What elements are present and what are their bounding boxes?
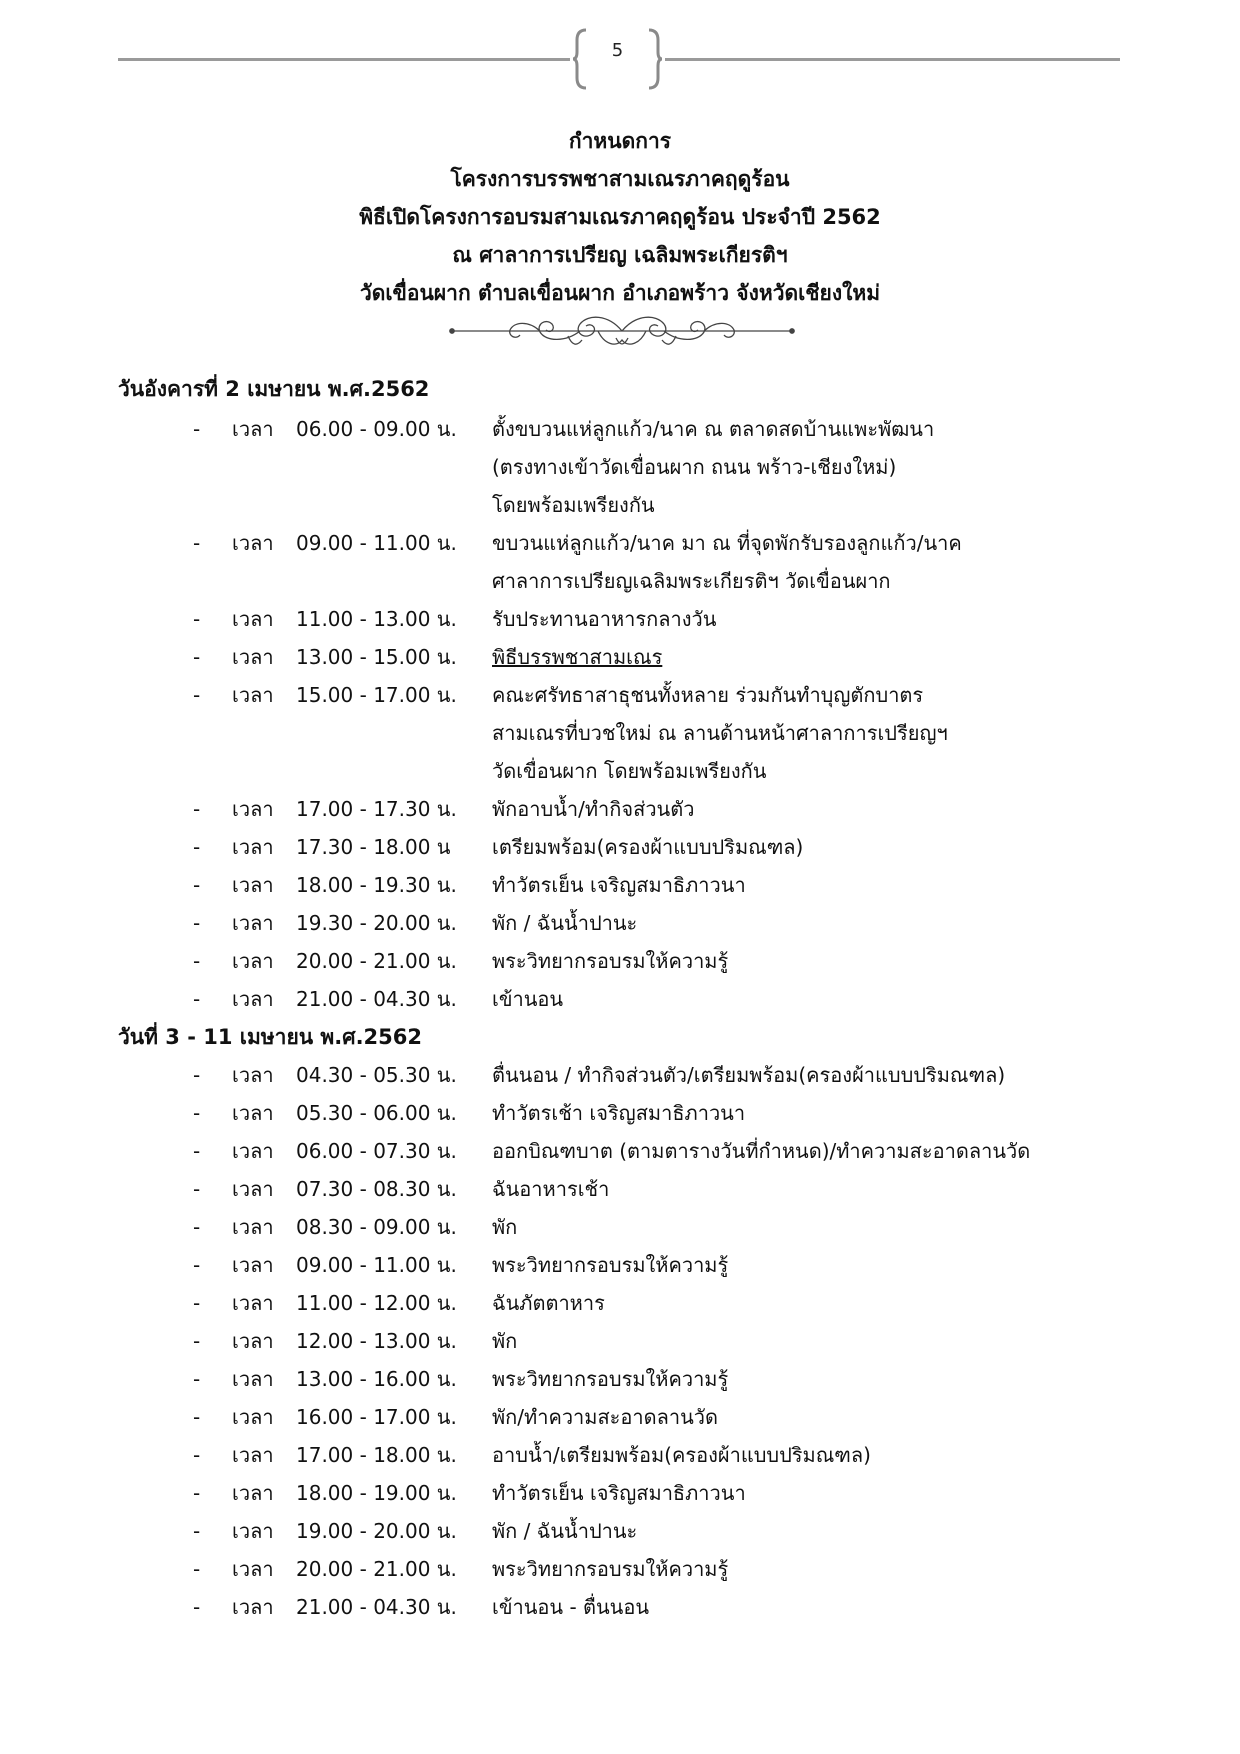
activity-line: โดยพร้อมเพรียงกัน <box>492 493 655 517</box>
bullet-dash: - <box>193 797 201 821</box>
time-range: 18.00 - 19.30 น. <box>296 873 457 897</box>
activity-line: พระวิทยากรอบรมให้ความรู้ <box>492 1253 729 1277</box>
bullet-dash: - <box>193 1595 201 1619</box>
section-heading: วันที่ 3 - 11 เมษายน พ.ศ.2562 <box>118 1025 422 1049</box>
time-label: เวลา <box>232 911 274 935</box>
page-number-frame <box>570 28 665 90</box>
activity-description <box>492 638 662 676</box>
activity-line: ทำวัตรเช้า เจริญสมาธิภาวนา <box>492 1101 746 1125</box>
time-range: 11.00 - 13.00 น. <box>296 607 457 631</box>
bullet-dash: - <box>193 949 201 973</box>
activity-description <box>492 1284 605 1322</box>
bullet-dash: - <box>193 1215 201 1239</box>
activity-description <box>492 942 728 980</box>
bullet-dash: - <box>193 835 201 859</box>
time-label: เวลา <box>232 1443 274 1467</box>
bullet-dash: - <box>193 1177 201 1201</box>
time-range: 18.00 - 19.00 น. <box>296 1481 457 1505</box>
activity-description <box>492 1322 517 1360</box>
time-label: เวลา <box>232 1215 274 1239</box>
time-range: 11.00 - 12.00 น. <box>296 1291 457 1315</box>
bullet-dash: - <box>193 417 201 441</box>
time-label: เวลา <box>232 1177 274 1201</box>
activity-line: วัดเขื่อนผาก โดยพร้อมเพรียงกัน <box>492 759 767 783</box>
activity-description <box>492 904 637 942</box>
time-label: เวลา <box>232 607 274 631</box>
title-line: ณ ศาลาการเปรียญ เฉลิมพระเกียรติฯ <box>452 243 788 267</box>
activity-description <box>492 1056 1005 1094</box>
time-label: เวลา <box>232 417 274 441</box>
time-range: 19.30 - 20.00 น. <box>296 911 457 935</box>
activity-description <box>492 1398 718 1436</box>
time-label: เวลา <box>232 1063 274 1087</box>
activity-line: อาบน้ำ/เตรียมพร้อม(ครองผ้าแบบปริมณฑล) <box>492 1443 871 1467</box>
activity-description <box>492 790 694 828</box>
bullet-dash: - <box>193 531 201 555</box>
time-range: 20.00 - 21.00 น. <box>296 1557 457 1581</box>
time-range: 17.00 - 17.30 น. <box>296 797 457 821</box>
time-label: เวลา <box>232 873 274 897</box>
activity-line: ออกบิณฑบาต (ตามตารางวันที่กำหนด)/ทำความสะอาดลานวัด <box>492 1139 1031 1163</box>
title-line: กำหนดการ <box>568 129 672 153</box>
bullet-dash: - <box>193 1405 201 1429</box>
activity-description <box>492 600 716 638</box>
time-range: 13.00 - 16.00 น. <box>296 1367 457 1391</box>
activity-line: พัก <box>492 1329 518 1353</box>
activity-line: ทำวัตรเย็น เจริญสมาธิภาวนา <box>492 873 746 897</box>
time-range: 20.00 - 21.00 น. <box>296 949 457 973</box>
time-range: 09.00 - 11.00 น. <box>296 531 457 555</box>
time-range: 21.00 - 04.30 น. <box>296 987 457 1011</box>
time-label: เวลา <box>232 1139 274 1163</box>
activity-description <box>492 828 803 866</box>
activity-line: สามเณรที่บวชใหม่ ณ ลานด้านหน้าศาลาการเปรียญฯ <box>492 721 948 745</box>
activity-description <box>492 1474 746 1512</box>
time-range: 12.00 - 13.00 น. <box>296 1329 457 1353</box>
time-label: เวลา <box>232 1595 274 1619</box>
time-label: เวลา <box>232 1291 274 1315</box>
activity-line: ฉันอาหารเช้า <box>492 1177 610 1201</box>
time-range: 21.00 - 04.30 น. <box>296 1595 457 1619</box>
bullet-dash: - <box>193 1253 201 1277</box>
time-range: 06.00 - 09.00 น. <box>296 417 457 441</box>
activity-line: พระวิทยากรอบรมให้ความรู้ <box>492 1557 729 1581</box>
time-range: 17.00 - 18.00 น. <box>296 1443 457 1467</box>
bullet-dash: - <box>193 1367 201 1391</box>
document-title-block <box>0 122 1240 312</box>
section-heading: วันอังคารที่ 2 เมษายน พ.ศ.2562 <box>118 377 430 401</box>
time-range: 07.30 - 08.30 น. <box>296 1177 457 1201</box>
bullet-dash: - <box>193 683 201 707</box>
activity-description <box>492 1094 745 1132</box>
time-label: เวลา <box>232 1329 274 1353</box>
activity-description <box>492 676 948 790</box>
bullet-dash: - <box>193 1557 201 1581</box>
time-range: 09.00 - 11.00 น. <box>296 1253 457 1277</box>
time-range: 04.30 - 05.30 น. <box>296 1063 457 1087</box>
time-range: 16.00 - 17.00 น. <box>296 1405 457 1429</box>
time-label: เวลา <box>232 645 274 669</box>
activity-line: (ตรงทางเข้าวัดเขื่อนผาก ถนน พร้าว-เชียงใหม่) <box>492 455 897 479</box>
activity-description <box>492 1170 609 1208</box>
title-line: โครงการบรรพชาสามเณรภาคฤดูร้อน <box>450 167 790 191</box>
time-range: 08.30 - 09.00 น. <box>296 1215 457 1239</box>
activity-line: พัก / ฉันน้ำปานะ <box>492 911 638 935</box>
activity-line: พัก/ทำความสะอาดลานวัด <box>492 1405 719 1429</box>
activity-line: ขบวนแห่ลูกแก้ว/นาค มา ณ ที่จุดพักรับรองลูกแก้ว/นาค <box>492 531 962 555</box>
bullet-dash: - <box>193 1101 201 1125</box>
time-label: เวลา <box>232 1101 274 1125</box>
activity-line: เตรียมพร้อม(ครองผ้าแบบปริมณฑล) <box>492 835 804 859</box>
activity-line: พัก / ฉันน้ำปานะ <box>492 1519 638 1543</box>
time-label: เวลา <box>232 949 274 973</box>
time-label: เวลา <box>232 1405 274 1429</box>
time-label: เวลา <box>232 1481 274 1505</box>
activity-description <box>492 980 563 1018</box>
time-range: 15.00 - 17.00 น. <box>296 683 457 707</box>
activity-description <box>492 1550 728 1588</box>
activity-description <box>492 1588 649 1626</box>
time-range: 19.00 - 20.00 น. <box>296 1519 457 1543</box>
activity-line: เข้านอน - ตื่นนอน <box>492 1595 650 1619</box>
activity-line: ฉันภัตตาหาร <box>492 1291 605 1315</box>
activity-description <box>492 524 962 600</box>
time-label: เวลา <box>232 987 274 1011</box>
activity-description <box>492 866 746 904</box>
activity-line: พระวิทยากรอบรมให้ความรู้ <box>492 949 729 973</box>
time-label: เวลา <box>232 835 274 859</box>
activity-line: ตื่นนอน / ทำกิจส่วนตัว/เตรียมพร้อม(ครองผ้าแบบปริมณฑล) <box>492 1063 1006 1087</box>
activity-line: ศาลาการเปรียญเฉลิมพระเกียรติฯ วัดเขื่อนผาก <box>492 569 891 593</box>
activity-description <box>492 1132 1030 1170</box>
page-number: 5 <box>611 40 624 61</box>
time-label: เวลา <box>232 1253 274 1277</box>
activity-line: ตั้งขบวนแห่ลูกแก้ว/นาค ณ ตลาดสดบ้านแพะพัฒนา <box>492 417 935 441</box>
activity-line-underlined: พิธีบรรพชาสามเณร <box>492 645 663 669</box>
activity-description <box>492 1246 728 1284</box>
header-rule-left <box>118 58 570 61</box>
activity-description <box>492 410 934 524</box>
activity-description <box>492 1436 871 1474</box>
activity-line: ทำวัตรเย็น เจริญสมาธิภาวนา <box>492 1481 746 1505</box>
bullet-dash: - <box>193 1139 201 1163</box>
activity-line: พักอาบน้ำ/ทำกิจส่วนตัว <box>492 797 695 821</box>
title-line: วัดเขื่อนผาก ตำบลเขื่อนผาก อำเภอพร้าว จังหวัดเชียงใหม่ <box>359 281 881 305</box>
time-label: เวลา <box>232 683 274 707</box>
time-range: 17.30 - 18.00 น <box>296 835 451 859</box>
activity-line: รับประทานอาหารกลางวัน <box>492 607 717 631</box>
bullet-dash: - <box>193 1291 201 1315</box>
bullet-dash: - <box>193 607 201 631</box>
title-line: พิธีเปิดโครงการอบรมสามเณรภาคฤดูร้อน ประจำปี 2562 <box>359 205 881 229</box>
activity-description <box>492 1360 728 1398</box>
bullet-dash: - <box>193 1481 201 1505</box>
time-range: 06.00 - 07.30 น. <box>296 1139 457 1163</box>
bullet-dash: - <box>193 645 201 669</box>
activity-description <box>492 1208 517 1246</box>
flourish-divider-icon <box>448 310 796 356</box>
bullet-dash: - <box>193 1443 201 1467</box>
bullet-dash: - <box>193 1329 201 1353</box>
bullet-dash: - <box>193 1519 201 1543</box>
time-label: เวลา <box>232 1557 274 1581</box>
activity-line: เข้านอน <box>492 987 564 1011</box>
time-range: 05.30 - 06.00 น. <box>296 1101 457 1125</box>
time-label: เวลา <box>232 1519 274 1543</box>
activity-description <box>492 1512 637 1550</box>
bullet-dash: - <box>193 911 201 935</box>
bullet-dash: - <box>193 873 201 897</box>
time-label: เวลา <box>232 797 274 821</box>
bullet-dash: - <box>193 1063 201 1087</box>
activity-line: คณะศรัทธาสาธุชนทั้งหลาย ร่วมกันทำบุญตักบาตร <box>492 683 924 707</box>
header-rule-right <box>665 58 1120 61</box>
right-brace-icon <box>647 28 663 90</box>
activity-line: พระวิทยากรอบรมให้ความรู้ <box>492 1367 729 1391</box>
time-range: 13.00 - 15.00 น. <box>296 645 457 669</box>
time-label: เวลา <box>232 531 274 555</box>
bullet-dash: - <box>193 987 201 1011</box>
time-label: เวลา <box>232 1367 274 1391</box>
activity-line: พัก <box>492 1215 518 1239</box>
